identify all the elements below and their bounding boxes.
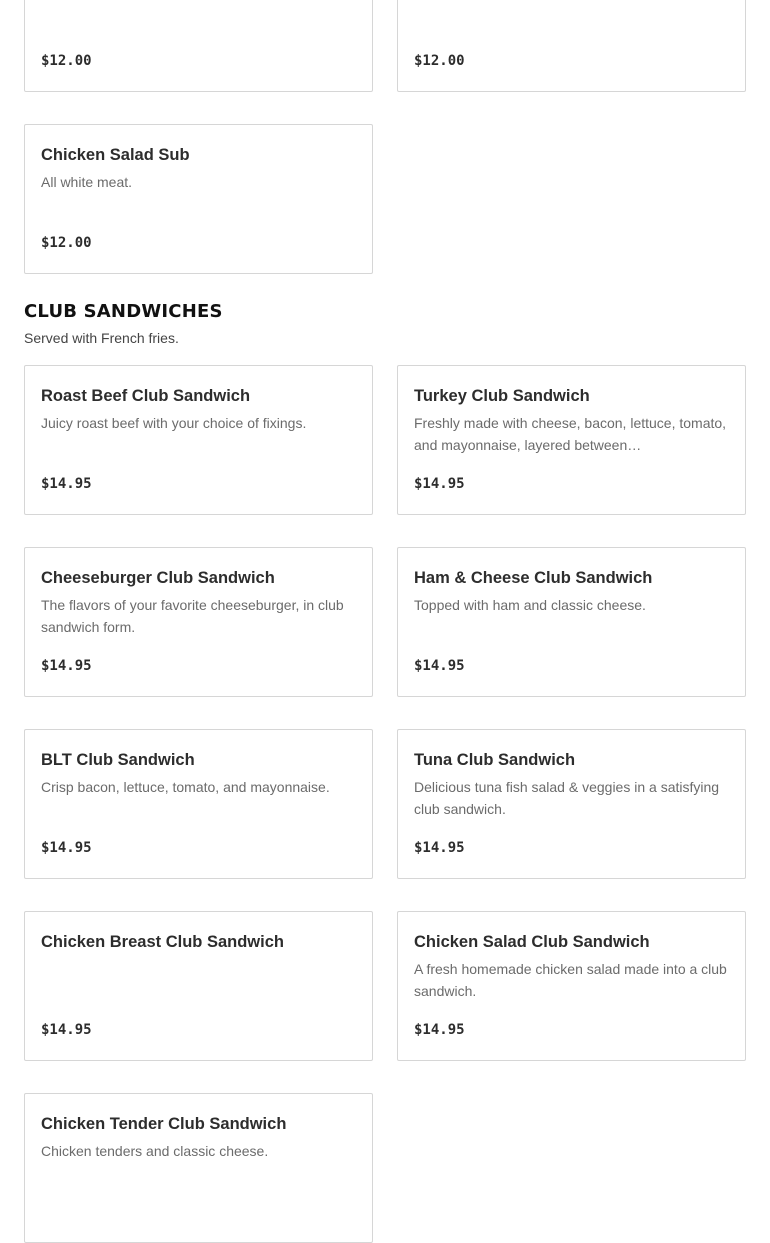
club-section-header bbox=[0, 302, 770, 347]
menu-item-price: $14.95 bbox=[41, 476, 92, 492]
menu-item-name: Turkey Club Sandwich bbox=[414, 387, 590, 405]
menu-item-name: BLT Club Sandwich bbox=[41, 751, 195, 769]
menu-item-card[interactable] bbox=[397, 547, 746, 697]
menu-item-price: $14.95 bbox=[414, 840, 465, 856]
menu-item-price: $14.95 bbox=[414, 1022, 465, 1038]
menu-item-card[interactable] bbox=[24, 0, 373, 92]
menu-item-description: Juicy roast beef with your choice of fixings. bbox=[41, 415, 307, 431]
menu-item-description: The flavors of your favorite cheeseburger, in club sandwich form. bbox=[41, 597, 344, 635]
menu-item-name: Chicken Breast Club Sandwich bbox=[41, 933, 284, 951]
menu-item-price: $14.95 bbox=[41, 658, 92, 674]
section-subtitle: Served with French fries. bbox=[24, 330, 179, 346]
menu-item-card[interactable] bbox=[24, 365, 373, 515]
menu-item-card[interactable] bbox=[24, 911, 373, 1061]
menu-item-card[interactable] bbox=[397, 911, 746, 1061]
menu-item-description: Topped with ham and classic cheese. bbox=[414, 597, 646, 613]
section-title: CLUB SANDWICHES bbox=[24, 301, 223, 322]
menu-item-description: Chicken tenders and classic cheese. bbox=[41, 1143, 269, 1159]
menu-item-name: Chicken Salad Sub bbox=[41, 146, 190, 164]
menu-item-description: A fresh homemade chicken salad made into a club sandwich. bbox=[414, 961, 727, 999]
menu-item-price: $14.95 bbox=[41, 840, 92, 856]
menu-item-card[interactable] bbox=[24, 124, 373, 274]
menu-item-name: Chicken Salad Club Sandwich bbox=[414, 933, 650, 951]
menu-item-card[interactable] bbox=[397, 365, 746, 515]
menu-item-card[interactable] bbox=[24, 1093, 373, 1243]
menu-item-card[interactable] bbox=[397, 729, 746, 879]
menu-item-price: $14.95 bbox=[414, 658, 465, 674]
menu-item-price: $14.95 bbox=[41, 1022, 92, 1038]
menu-item-name: Roast Beef Club Sandwich bbox=[41, 387, 251, 405]
menu-item-price: $12.00 bbox=[414, 53, 465, 69]
menu-item-price: $12.00 bbox=[41, 53, 92, 69]
menu-item-card[interactable] bbox=[24, 547, 373, 697]
menu-item-description: All white meat. bbox=[41, 174, 133, 190]
subs-grid bbox=[0, 0, 770, 274]
club-grid bbox=[0, 365, 770, 1243]
menu-item-description: Crisp bacon, lettuce, tomato, and mayonnaise. bbox=[41, 779, 330, 795]
menu-item-description: Freshly made with cheese, bacon, lettuce, tomato, and mayonnaise, layered between… bbox=[414, 415, 727, 453]
menu-item-name: Chicken Tender Club Sandwich bbox=[41, 1115, 287, 1133]
menu-item-name: Cheeseburger Club Sandwich bbox=[41, 569, 275, 587]
menu-item-price: $12.00 bbox=[41, 235, 92, 251]
menu-item-name: Ham & Cheese Club Sandwich bbox=[414, 569, 653, 587]
menu-item-card[interactable] bbox=[24, 729, 373, 879]
menu-item-description: Delicious tuna fish salad & veggies in a satisfying club sandwich. bbox=[414, 779, 720, 817]
menu-item-card[interactable] bbox=[397, 0, 746, 92]
menu-item-price: $14.95 bbox=[414, 476, 465, 492]
menu-item-name: Tuna Club Sandwich bbox=[414, 751, 576, 769]
